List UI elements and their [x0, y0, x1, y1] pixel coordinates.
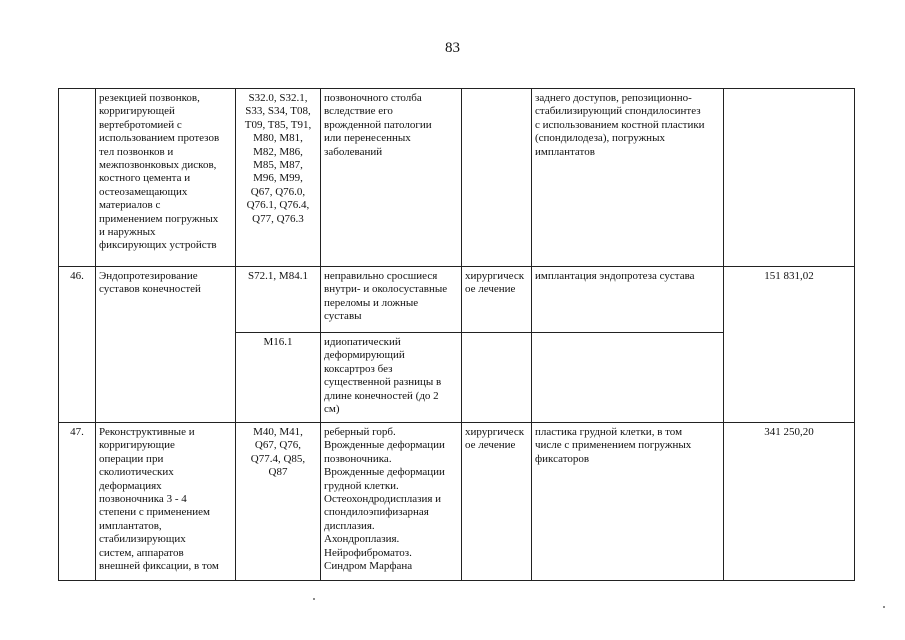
scan-artifact	[883, 606, 885, 608]
treatment-type-cell	[462, 333, 532, 423]
icd-codes-cell: S32.0, S32.1, S33, S34, T08, T09, T85, T91, M80, M81, M82, M86, M85, M87, M96, M99, Q67, Q76.0, Q76.1, Q76.4, Q77, Q76.3	[236, 89, 321, 267]
icd-codes-cell: S72.1, M84.1	[236, 267, 321, 333]
treatment-method-cell: пластика грудной клетки, в том числе с применением погружных фиксаторов	[532, 423, 724, 581]
treatment-type-cell: хирургическ ое лечение	[462, 267, 532, 333]
price-cell	[724, 89, 855, 267]
price-cell: 341 250,20	[724, 423, 855, 581]
treatment-method-cell: заднего доступов, репозиционно- стабилизирующий спондилосинтез с использованием костной пластики (спондилодеза), погружных имплантатов	[532, 89, 724, 267]
treatment-type-cell: хирургическ ое лечение	[462, 423, 532, 581]
treatment-type-cell	[462, 89, 532, 267]
services-table	[58, 88, 855, 581]
patient-model-cell: неправильно сросшиеся внутри- и околосуставные переломы и ложные суставы	[321, 267, 462, 333]
service-name-cell: резекцией позвонков, корригирующей вертебротомией с использованием протезов тел позвонков и межпозвонковых дисков, костного цемента и остеозамещающих материалов с применением погружных и наружных фиксирующих устройств	[96, 89, 236, 267]
page-number: 83	[445, 40, 460, 56]
patient-model-cell: идиопатический деформирующий коксартроз без существенной разницы в длине конечностей (до 2 см)	[321, 333, 462, 423]
patient-model-cell: реберный горб. Врожденные деформации позвоночника. Врожденные деформации грудной клетки. Остеохондродисплазия и спондилоэпифизарная дисплазия. Ахондроплазия. Нейрофиброматоз. Синдром Марфана	[321, 423, 462, 581]
service-name-cell: Эндопротезирование суставов конечностей	[96, 267, 236, 423]
scan-artifact	[313, 598, 315, 600]
patient-model-cell: позвоночного столба вследствие его врожденной патологии или перенесенных заболеваний	[321, 89, 462, 267]
service-name-cell: Реконструктивные и корригирующие операции при сколиотических деформациях позвоночника 3 - 4 степени с применением имплантатов, стабилизирующих систем, аппаратов внешней фиксации, в том	[96, 423, 236, 581]
table-row	[59, 423, 855, 581]
treatment-method-cell: имплантация эндопротеза сустава	[532, 267, 724, 333]
price-cell: 151 831,02	[724, 267, 855, 423]
row-number-cell: 47.	[59, 423, 96, 581]
row-number-cell	[59, 89, 96, 267]
table-row	[59, 89, 855, 267]
icd-codes-cell: M16.1	[236, 333, 321, 423]
row-number-cell: 46.	[59, 267, 96, 423]
icd-codes-cell: M40, M41, Q67, Q76, Q77.4, Q85, Q87	[236, 423, 321, 581]
treatment-method-cell	[532, 333, 724, 423]
table-row	[59, 267, 855, 333]
